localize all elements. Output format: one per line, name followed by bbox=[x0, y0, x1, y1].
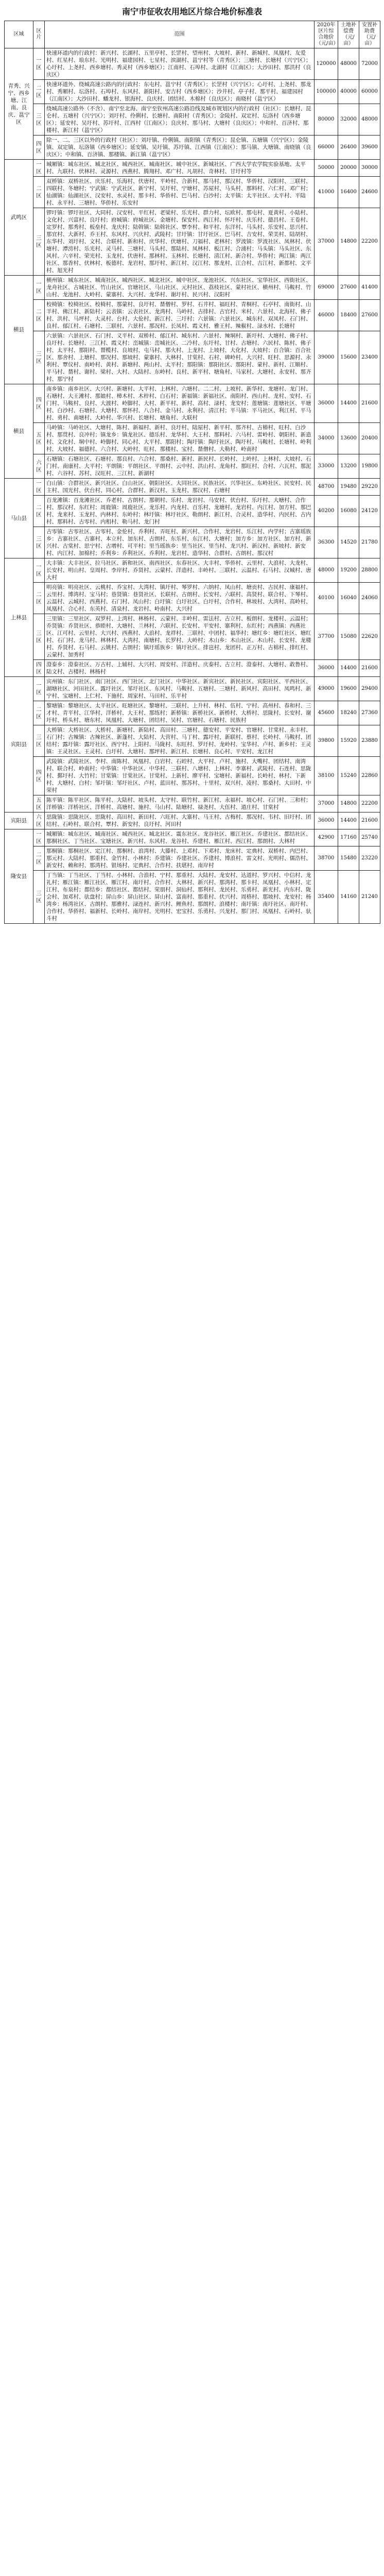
table-row bbox=[5, 614, 380, 660]
land-compensation-cell: 13200 bbox=[338, 454, 359, 479]
resettlement-cell: 24600 bbox=[359, 177, 380, 208]
scope-cell: 陈平镇：陈平社区、陈平村、大陆村、坡头村、太守村、联竹村、新江村、永福村、坡心村、石门村、三和村；洋桥镇：洋桥社区、洋桥村、高塘村、施村、马山村、陆塘村、禄尧村、大伍村、道庄村、甘棠村 bbox=[45, 795, 315, 812]
scope-cell: 快速环道内的行政村：新兴村、长湖村、五里亭村、长罡村、望州村、大坡村、新村、新城村、凤凰村、友爱村、红星村、埌东村、光明村、福建园村、七星村、滨湖村、邕宁村等（青秀区）；三塘村、长塘村（兴宁区）；心圩村、上尧村、西乡塘村、秀灵村（西乡塘区）；江南村、石埠村、北湖村（江南区）；大沙田村、那洪村（良庆区） bbox=[45, 48, 315, 80]
land-compensation-cell: 32000 bbox=[338, 104, 359, 135]
land-compensation-cell: 14400 bbox=[338, 660, 359, 677]
resettlement-cell: 29400 bbox=[359, 677, 380, 701]
land-compensation-cell: 19200 bbox=[338, 558, 359, 583]
scope-cell: 绕城高速公路外（不含）、南宁至北海、南宁至钦州高速公路沿线及城市规划区内的行政村（社区）：长塘村、昆仑村、五塘村（兴宁区）；刘圩村、伶俐村、长塘村、南阳村（青秀区）；金陵村、双定村、坛洛村（西乡塘区）；延安村、吴圩村、苏圩村、江西村（江南区）；良庆村、那马村、大塘村（良庆区）；中和村、百济村、那楼村、新江村（邕宁区） bbox=[45, 104, 315, 135]
total-price-cell: 46000 bbox=[315, 300, 338, 331]
district-cell: 一区 bbox=[33, 276, 45, 300]
header-scope: 范围 bbox=[45, 21, 315, 48]
total-price-cell: 50000 bbox=[315, 160, 338, 177]
district-cell: 二区 bbox=[33, 177, 45, 208]
district-cell: 三区 bbox=[33, 208, 45, 276]
district-cell: 一区 bbox=[33, 677, 45, 701]
total-price-cell: 42900 bbox=[315, 829, 338, 846]
total-price-cell: 40200 bbox=[315, 496, 338, 527]
district-cell: 三区 bbox=[33, 871, 45, 924]
scope-cell: 六景镇：六景社区、石门村、义平村、双桥村、郁江村、城东村、六景村、辣垌村、新圩村、大塘村、佛子村、良圩村、长塘村、三江村、霞义村；峦城镇：峦城社区、二冷村、东圩村、甘村、古塘村、六民村、陈村、佛子村、太平村、那阳村、榃榄村、良坡村、屯马村、那火村、上龙村、上坡村、大化村、大坡村；百合镇：百合社区、那舍村、上塘村、那况村、那坡村、蒙寨村、大林村、甘棠村、石村、碑岭村、大兴村、旺村、思源村、永利村、覃仪村、南岭村、黄村、新塘村、两山村、太平村；那阳镇：那阳社区、那阳村、蒙村、新村、江顺村、平马村、榃村、谢村、梁村、大村、大陆村、东岭村、良村、新平村、塘角村、马家村、大塘村、永安村、那齐村、那宁村 bbox=[45, 331, 315, 384]
scope-cell: 校椅镇：校椅社区、校椅村、那蒙村、良圩村、榃僧村、罗村、石井村、福旺村、青桐村、石亭村、南街村、山羊村、佛江村、新陆村；云表镇：云表社区、龙湾村、马岭村、古排村、古官村、米村、六景村、北海村、佛子村、洪村、马坪村、大灵村、台村、大伦村、新江村、三圩村；六景镇：六景社区、城东村、双凤村、石门村、良村、郁江村、石塘村、三联村、六景村、那况村、长凤村、霞义村、雅王村、辣椒村、渌水村、长塘村 bbox=[45, 300, 315, 331]
district-cell: 三区 bbox=[33, 725, 45, 757]
total-price-cell: 36000 bbox=[315, 812, 338, 829]
land-compensation-cell: 14400 bbox=[338, 812, 359, 829]
land-compensation-cell: 16080 bbox=[338, 496, 359, 527]
land-compensation-cell: 14160 bbox=[338, 871, 359, 924]
scope-cell: 大丰镇：大丰社区、拉马社区、新和社区、南西社区、东春社区、大丰村、华侨村、云里村、大浪村、大龙村、长安村、明山村、皇周村、李岸村、乔贤村、云蒙村、洋造村、丰岭村、三联村、云温村、石马村、汉城村、唐大村 bbox=[45, 558, 315, 583]
region-cell: 上林县 bbox=[5, 558, 33, 677]
total-price-cell: 48700 bbox=[315, 479, 338, 496]
table-row bbox=[5, 871, 380, 924]
resettlement-cell: 48000 bbox=[359, 104, 380, 135]
district-cell: 一区 bbox=[33, 558, 45, 583]
resettlement-cell: 22200 bbox=[359, 208, 380, 276]
region-cell: 宾阳县 bbox=[5, 812, 33, 829]
total-price-cell: 40100 bbox=[315, 583, 338, 614]
document-title: 南宁市征收农用地区片综合地价标准表 bbox=[121, 7, 262, 16]
region-cell: 青秀、兴宁、西乡塘、江南、良庆、邕宁区 bbox=[5, 48, 33, 160]
land-compensation-cell: 16400 bbox=[338, 177, 359, 208]
land-compensation-cell: 17160 bbox=[338, 829, 359, 846]
table-row bbox=[5, 160, 380, 177]
resettlement-cell: 24060 bbox=[359, 583, 380, 614]
resettlement-cell: 72000 bbox=[359, 48, 380, 80]
total-price-cell: 36000 bbox=[315, 660, 338, 677]
table-header-row bbox=[5, 21, 380, 48]
header-land-compensation: 土地补偿费（元/亩） bbox=[338, 21, 359, 48]
header-region: 区域 bbox=[5, 21, 33, 48]
scope-cell: 那桐镇：那桐社区、定江村、那桐村、浪湾村、大滕村、上邓村、下邓村、龙床村、定典村、双桥村、内巴村、那元村、大陆村、那重村、金竹村、小林村；乔建镇：乔建社区、乔建村、博浪村、雷文村、光明村、儒浩村、新安村、赖和村、那湾村、银场村、定典村、合作村、扶堪村、南岸村 bbox=[45, 846, 315, 871]
table-row bbox=[5, 496, 380, 527]
scope-cell: 白山镇：合群社区、新兴社区、白山社区、朝阳社区、大同社区、民族社区、兴华社区、东岭社区、民安村、民主村、国光村、伏台村、同心村、合群村、新汉村、玉龙村、那汉村、石塘村 bbox=[45, 479, 315, 496]
header-district: 区片 bbox=[33, 21, 45, 48]
district-cell: 二区 bbox=[33, 80, 45, 104]
total-price-cell: 36000 bbox=[315, 384, 338, 423]
table-row bbox=[5, 829, 380, 846]
district-cell: 三区 bbox=[33, 104, 45, 135]
district-cell: 一区 bbox=[33, 479, 45, 496]
land-compensation-cell: 14400 bbox=[338, 384, 359, 423]
land-price-table bbox=[4, 21, 380, 924]
table-row bbox=[5, 331, 380, 384]
district-cell: 二区 bbox=[33, 701, 45, 725]
resettlement-cell: 24120 bbox=[359, 496, 380, 527]
scope-cell: 石塘镇：石塘社区、石塘村、那良村、六合村、那桑村、新村、新民村、长岭村、上岭村、上林村、大坡村、石门村、南康村、大平村；平朗镇：平朗社区、平朗村、云中村、洪山村、龙角村、那旺村、合村、六瓦村、那泥村、六谷村、苏村、汉旺村、三江村、新湖村 bbox=[45, 454, 315, 479]
land-compensation-cell: 16040 bbox=[338, 583, 359, 614]
total-price-cell: 37000 bbox=[315, 795, 338, 812]
scope-cell: 宾州镇：东门社区、南门社区、西门社区、北门社区、中华社区、新宾社区、新民社区、宾阳社区、平西社区、湖塘社区、河田社区、露圩社区、邹圩社区、东风村、马鞍村、五塘村、三塘村、新风村、高田村、凤鸣村、新宁村、宝塘村、上仁村、下施村、周家村、马田村、乐平村 bbox=[45, 677, 315, 701]
table-row bbox=[5, 423, 380, 454]
table-row bbox=[5, 812, 380, 829]
total-price-cell: 35400 bbox=[315, 871, 338, 924]
scope-cell: 三里镇：三里社区、双罗村、上湾村、林杨村、云蒙村、丰岭村、雷法村、古立村、板朗村、龙楼村、云温村；乔贤镇：乔贤社区、恭睦村、大塘村、兰林村、六联村、长安村、平安村、寨利村、东红村；西燕镇：西燕社区、江可村、云里村、大兴村、西燕村、大浪村、龙祥村、三联村、中团村、福华村；塘红乡：塘红社区、塘红村、石门村、龙马村、林林村、大湾村、南塘村、长罗村、大岭村；木山乡：木山社区、木山村、长安村、龙楼村、乔贤村、石马村、云姚村、古朗村；镇圩瑶族乡：镇圩社区、排岜村、龙团村、正万村、古棉村、排红村、云蒙村、加秀村 bbox=[45, 614, 315, 660]
table-row bbox=[5, 454, 380, 479]
table-row bbox=[5, 677, 380, 701]
district-cell: 五区 bbox=[33, 423, 45, 454]
resettlement-cell: 41400 bbox=[359, 276, 380, 300]
table-row bbox=[5, 527, 380, 558]
resettlement-cell: 27600 bbox=[359, 300, 380, 331]
land-compensation-cell: 15600 bbox=[338, 331, 359, 384]
header-total-price: 2020年区片综合地价（元/亩） bbox=[315, 21, 338, 48]
total-price-cell: 80000 bbox=[315, 104, 338, 135]
resettlement-cell: 21600 bbox=[359, 660, 380, 677]
district-cell: 四区 bbox=[33, 660, 45, 677]
table-row bbox=[5, 660, 380, 677]
table-row bbox=[5, 479, 380, 496]
resettlement-cell: 23400 bbox=[359, 331, 380, 384]
scope-cell: 黎塘镇：黎塘社区、太平社区、旺塘社区、黎塘村、三联村、上升村、林村、伍村、宁村、高州村、春和村、三才村、青平村、江华村、洋桥村、大王村、那练村；新桥镇：新桥社区、新桥村、大桥村、思陇村、长安村、谢圩村、桥头村、塘东村、凤凰村、大塘村、团结村、吴村、官塘村、石塘村、民族村 bbox=[45, 701, 315, 725]
region-cell: 马山县 bbox=[5, 479, 33, 558]
table-row bbox=[5, 384, 380, 423]
table-row bbox=[5, 846, 380, 871]
district-cell: 四区 bbox=[33, 135, 45, 160]
scope-cell: 横州镇：城东社区、城南社区、城西社区、城北社区、城中社区、龙池社区、兴东社区、宝华社区、西街社区、龙舟社区、古城社区、竹山社区、官塘社区、马山社区、元村社区、荔枝社区、蒙村社区、横州村、马鞍村、竹山村、龙池村、大岭村、蒙寨村、大兴村、龙华村、谢圩村、民兴村、汉阳村 bbox=[45, 276, 315, 300]
total-price-cell: 37000 bbox=[315, 208, 338, 276]
district-cell: 二区 bbox=[33, 583, 45, 614]
total-price-cell: 66000 bbox=[315, 135, 338, 160]
land-compensation-cell: 20000 bbox=[338, 160, 359, 177]
district-cell: 三区 bbox=[33, 614, 45, 660]
district-cell: 三区 bbox=[33, 331, 45, 384]
resettlement-cell: 25740 bbox=[359, 829, 380, 846]
table-row bbox=[5, 300, 380, 331]
resettlement-cell: 60000 bbox=[359, 80, 380, 104]
scope-cell: 澄泰乡：澄泰社区、万古村、上辅村、大兴村、周安村、洋造村、庆泰村、古立村、澄泰村、大塘村、敢鲁村、陆文村、古楼村、林杨村 bbox=[45, 660, 315, 677]
scope-cell: 思陇镇：思陇社区、思陇村、高田村、新田村、六旺村、大寨村、马王村、古梅村、那况村、韦村、旧圩村、团结村、石岭村、联合村、覃村、新安村、良圩村、河田村 bbox=[45, 812, 315, 829]
table-row bbox=[5, 208, 380, 276]
scope-cell: 快速环道外、绕城高速公路内的行政村：东屯村、邕宁村（青秀区）；长罡村（兴宁区）；心圩村、上尧村、那龙村、秀厢村、坛洛村、石埠村、东风村、新阳村、安吉村（西乡塘区）；沙井村、亭子村、那平村、福建园村（江南区）；大沙田村、蟠龙村、银海村、良庆村、团结村、木棉村（良庆区）；南晓村（邕宁区） bbox=[45, 80, 315, 104]
scope-cell: 除一、二、三区以外的行政村（社区）：刘圩镇、伶俐镇、南阳镇（青秀区）；昆仑镇、五塘镇（兴宁区）；金陵镇、双定镇、坛洛镇（西乡塘区）；延安镇、吴圩镇、苏圩镇、江西镇（江南区）；那马镇、大塘镇、南晓镇（良庆区）；中和镇、百济镇、那楼镇、新江镇（邕宁区） bbox=[45, 135, 315, 160]
region-cell: 武鸣区 bbox=[5, 160, 33, 276]
resettlement-cell: 21240 bbox=[359, 871, 380, 924]
land-compensation-cell: 15080 bbox=[338, 614, 359, 660]
resettlement-cell: 19800 bbox=[359, 454, 380, 479]
district-cell: 六区 bbox=[33, 812, 45, 829]
land-compensation-cell: 14520 bbox=[338, 527, 359, 558]
resettlement-cell: 21600 bbox=[359, 812, 380, 829]
total-price-cell: 38700 bbox=[315, 846, 338, 871]
total-price-cell: 49000 bbox=[315, 677, 338, 701]
scope-cell: 城厢镇：城东社区、城北社区、城西社区、城南社区、城中社区、新城社区、广西大学农学院实验基地、太平村、九联村、伏林村、灵源村、西燕村、腾翔村、邓广村、凡胡村、奇林村、甘圩村等 bbox=[45, 160, 315, 177]
resettlement-cell: 23220 bbox=[359, 846, 380, 871]
total-price-cell: 39800 bbox=[315, 725, 338, 757]
resettlement-cell: 22200 bbox=[359, 795, 380, 812]
total-price-cell: 33000 bbox=[315, 454, 338, 479]
total-price-cell: 39000 bbox=[315, 331, 338, 384]
district-cell: 三区 bbox=[33, 527, 45, 558]
scope-cell: 马岭镇：马岭社区、大塘村、陈村、新福村、新村、良圩村、陆屋村、新平村、那齐村、古椿村、旺村、白沙村、那贯村、良冲村；镇龙乡：镇龙社区、德乐村、龙华村、大王村、那料村、六马村、雷岭村、朝阳村、新造村、文化村、垌中村、岭脚村、同心村、大平村、那阳村；陶圩镇：陶圩社区、陶圩村、马鞍村、长塘村、岭利村、大坡村、福德村、六合村、大岭村、旺村、那楼村、宝村、榃僧村、大勒村、岭南村 bbox=[45, 423, 315, 454]
header-resettlement: 安置补助费（元/亩） bbox=[359, 21, 380, 48]
district-cell: 五区 bbox=[33, 795, 45, 812]
district-cell: 六区 bbox=[33, 454, 45, 479]
district-cell: 二区 bbox=[33, 300, 45, 331]
scope-cell: 锣圩镇：锣圩社区、大同村、汉安村、平红村、老梁村、乐光村、群力村、坛欧村、那屯村、夏黄村、小陆村、文化村、兴富村、良圩村；府城镇：府城社区、金塘村、保安村、西江村、怀圩村、庆乐村、德昌村、王卷村、定罗村、那秀村、板垒村、龙庆村；陆斡镇：陆斡社区、覃李村、和平村、东洋村、马头村、乐安村、思兴村、那宜村、大新村、乔王村、东风村、兴庆村、武陵村；甘圩镇：甘圩社区、巴马村、吉安村、荣美村、陆胡村、东华村、刘圩村、文村、合联村、新和村、庆华村、伏塘村、刀福村、老林村；罗波镇：罗波社区、凤林村、伏塘村、潭滂村、乐光村、灵马村、三塘村、马头村、那陆村、凤林村、板江村、合浦村；马头镇：马头社区、东风村、六辛村、荣光村、玉龙村、伏唐村、那林村、玉林村、长塘村、清江村、新合村、华侨村；两江镇：两江社区、那香村、伏林村、板德村、龙岩村、那圩村、新江村、汉江村、那龙村、江合村、吉江村、新都村、文平村、旭光村 bbox=[45, 208, 315, 276]
region-cell: 横县 bbox=[5, 276, 33, 384]
land-compensation-cell: 13600 bbox=[338, 423, 359, 454]
land-compensation-cell: 40000 bbox=[338, 80, 359, 104]
table-row bbox=[5, 701, 380, 725]
total-price-cell: 45600 bbox=[315, 701, 338, 725]
resettlement-cell: 20400 bbox=[359, 423, 380, 454]
resettlement-cell: 28800 bbox=[359, 558, 380, 583]
district-cell: 一区 bbox=[33, 48, 45, 80]
land-compensation-cell: 48000 bbox=[338, 48, 359, 80]
table-row bbox=[5, 177, 380, 208]
resettlement-cell: 39600 bbox=[359, 135, 380, 160]
district-cell: 四区 bbox=[33, 384, 45, 423]
land-compensation-cell: 18400 bbox=[338, 300, 359, 331]
region-cell: 宾阳县 bbox=[5, 677, 33, 812]
land-compensation-cell: 27600 bbox=[338, 276, 359, 300]
table-row bbox=[5, 276, 380, 300]
total-price-cell: 48000 bbox=[315, 558, 338, 583]
table-row bbox=[5, 725, 380, 757]
table-row bbox=[5, 795, 380, 812]
scope-cell: 大桥镇：大桥社区、大桥村、新塘村、新陆村、高田村、三塘村、德安村、平安村、官塘村、甘棠村、永丰村、石门村；古辣镇：古辣社区、新蓬村、大陆村、大营村、马丁村、露圩村、新联村、蔡村、长岭村、马鞍村、团结村；露圩镇：露圩社区、西宁村、上阳村、马陇村、东旺村、罗圩村、龙岭村、宝华村、卢村、新乡村；王灵镇：王灵社区、王灵村、白圩村、大塘村、那坪村、新江村、长塘村、良心村、平安村、龙江村 bbox=[45, 725, 315, 757]
resettlement-cell: 29220 bbox=[359, 479, 380, 496]
table-row bbox=[5, 558, 380, 583]
total-price-cell: 36300 bbox=[315, 527, 338, 558]
scope-cell: 古零镇：古零社区、古零村、金伦村、乔利村、弄旺村、新兴村、合作村、龙岩村、乐江村、内学村；古寨瑶族乡：古寨社区、古寨村、本立村、加东村、古朗村、东乐村、东江村、大塘村；加方乡：加方社区、加方村、新兴村、古棠村、思宁村、古增村、可平村；里当瑶族乡：里当社区、里当村、龙兴村、新汉村、新坡村、新安村、内江村、加棉村；乔利乡：乔利社区、乔利村、龙岩村、造华村、合群村、古朗村、那汉村 bbox=[45, 527, 315, 558]
scope-cell: 城厢镇：城东社区、城南社区、城西社区、城北社区、震东社区、龙谷社区、雁江社区、乔建社区、都结社区、那桐社区、丁当社区、宝塘社区、新兴村、东风村、龙谷村、乔建村、雁江村、西江村、那朗村、大林村 bbox=[45, 829, 315, 846]
scope-cell: 明亮镇：明亮社区、云桃村、乔宝村、大湾村、镇圩村、琴罗村、六纳村、凤山村、塘贡村、古民村、康福村、云里村、博湾村、宝马村；巷贤镇：巷贤社区、长联村、古朗村、长安村、六联村、高贤村、联合村、下琴村、云温村、云城村、西燕村、石门村、凤山村；白圩镇：白圩社区、白圩村、合作村、林坡村、大湾村、高岭村、凤凰村、合心村、东英村、清泉村、龙岩村、岭南村、大兴村 bbox=[45, 583, 315, 614]
region-cell: 隆安县 bbox=[5, 829, 33, 924]
land-compensation-cell: 19600 bbox=[338, 677, 359, 701]
district-cell: 一区 bbox=[33, 829, 45, 846]
table-row bbox=[5, 135, 380, 160]
resettlement-cell: 27360 bbox=[359, 701, 380, 725]
land-compensation-cell: 15920 bbox=[338, 725, 359, 757]
total-price-cell: 120000 bbox=[315, 48, 338, 80]
land-compensation-cell: 18240 bbox=[338, 701, 359, 725]
total-price-cell: 41000 bbox=[315, 177, 338, 208]
resettlement-cell: 22620 bbox=[359, 614, 380, 660]
table-row bbox=[5, 583, 380, 614]
total-price-cell: 34000 bbox=[315, 423, 338, 454]
resettlement-cell: 21780 bbox=[359, 527, 380, 558]
resettlement-cell: 23880 bbox=[359, 725, 380, 757]
table-row bbox=[5, 104, 380, 135]
table-row bbox=[5, 80, 380, 104]
total-price-cell: 38100 bbox=[315, 757, 338, 795]
scope-cell: 双桥镇：双桥社区、庆乐村、乐海村、伏唐村、平岭村、合新村、那马村、那汉村、华侨村、汉阳村、三联村、四联村、冬塘村；宁武镇：宁武社区、新宁村、吴圩村、宁塘村、苏屋村、马头村、那料村、六仁村、邓广村；仙湖镇：仙湖社区、汉安村、水灵村、那卡村、华侨村、巴马村、白沙村；太平镇：太平社区、太平村、平陆村、永平村、三塘村、华侨村、乐安村 bbox=[45, 177, 315, 208]
table-row bbox=[5, 757, 380, 795]
region-cell: 横县 bbox=[5, 384, 33, 479]
total-price-cell: 37700 bbox=[315, 614, 338, 660]
total-price-cell: 69000 bbox=[315, 276, 338, 300]
land-compensation-cell: 19480 bbox=[338, 479, 359, 496]
district-cell: 二区 bbox=[33, 846, 45, 871]
table-row bbox=[5, 48, 380, 80]
table-body bbox=[5, 48, 380, 924]
resettlement-cell: 30000 bbox=[359, 160, 380, 177]
land-compensation-cell: 14800 bbox=[338, 208, 359, 276]
district-cell: 一区 bbox=[33, 160, 45, 177]
scope-cell: 武陵镇：武陵社区、李村、南陈村、凤凰村、白岩村、石崆村、大平村、卢村、施村、大嘴村、团结村、南湾村、联合村、岭南村；中华镇：中华社区、中华村、三联村、八塘村、上林村、李寨村、武陵村、石连村、思陇村、鄞圩村、大竹村；甘棠镇：甘棠社区、甘棠村、上新村、廖平村、宝塘村、新福村、长岭村、林村、下新村、大塘村、白村；邹圩镇：邹圩社区、卢村、蓝田村、那苏村、十里村、双兴村、凌村、那桑村、大田村、中荣村 bbox=[45, 757, 315, 795]
scope-cell: 丁当镇：丁当社区、丁当村、小林村、合浪村、宁村、那重村、大陆村、龙安村、达道村、罗兴村、中信村、龙礼村；雁江镇：雁江社区、雁江村、南圩村、合作村、大林村、新兴村、那湾村、那卡村、凤凰村、小林村、定江村、布泉村；都结乡：都结社区、都结村、荣朋村、洞仙村、那利村、龙民村、乐勇村、新光村、内东村、陇会村、加邓村、驮盘村；屏山乡：屏山社区、屏山村、富南村、那重村、伏兴村、周格村、那坡村、龙安村；杨湾乡：杨湾社区、古朗村、那雅村、渌连村、新兴村、鲤鱼村、那朗村、浪楼村；南圩镇：南圩社区、南圩村、合作村、华侨村、福新村、长岭村、南岸村、光明村、宏宝村、乐勇村、兴龙村、那门村、凤凰村、石岭村、驮斗村 bbox=[45, 871, 315, 924]
land-compensation-cell: 26400 bbox=[338, 135, 359, 160]
resettlement-cell: 22860 bbox=[359, 757, 380, 795]
scope-cell: 百龙滩镇：百龙滩社区、乔老村、古朗村、那朝村、乐村、龙岩村、马安村、伏台村、乐圩村、大塘村、合作村、那汉村、东红村；周鹿镇：周鹿社区、龙乐村、内龙村、百乐村、龙塘村、龙岩村、内江村、加方村、那巴村、龙来村、玉龙村、内林村、东岭村；林圩镇：林圩社区、勒朗村、新江村、合灵村、造华村、内民村、古内村、那料村、古零村、内相村、勒马村、龙门村 bbox=[45, 496, 315, 527]
district-cell: 二区 bbox=[33, 496, 45, 527]
district-cell: 四区 bbox=[33, 757, 45, 795]
land-compensation-cell: 14800 bbox=[338, 795, 359, 812]
land-compensation-cell: 15480 bbox=[338, 846, 359, 871]
land-compensation-cell: 15240 bbox=[338, 757, 359, 795]
total-price-cell: 100000 bbox=[315, 80, 338, 104]
scope-cell: 南乡镇：南乡社区、大兴村、新塘村、大平村、上林村、六塘村、二二村、上坡村、新华村、龙塘村、龙门村、石塘村、大王滩村、那娘村、樟木村、木梓村、白石村；新福镇：新福社区、南阳村、西山村、龙村、安村、石门村、马鞍村、良村、大渡村、岭脚村、大村、新平村、新村、高村、渌村、龙安村；莲塘镇：莲塘社区、平塘村、白沙村、石塘村、大塘村、那怀村、八合村、金马村、永利村、清江村；平马镇：平马社区、利江村、平马村、勇村、南塘村、大岭村、华兴村、长塘村、塘角村、大联村 bbox=[45, 384, 315, 423]
resettlement-cell: 21600 bbox=[359, 384, 380, 423]
